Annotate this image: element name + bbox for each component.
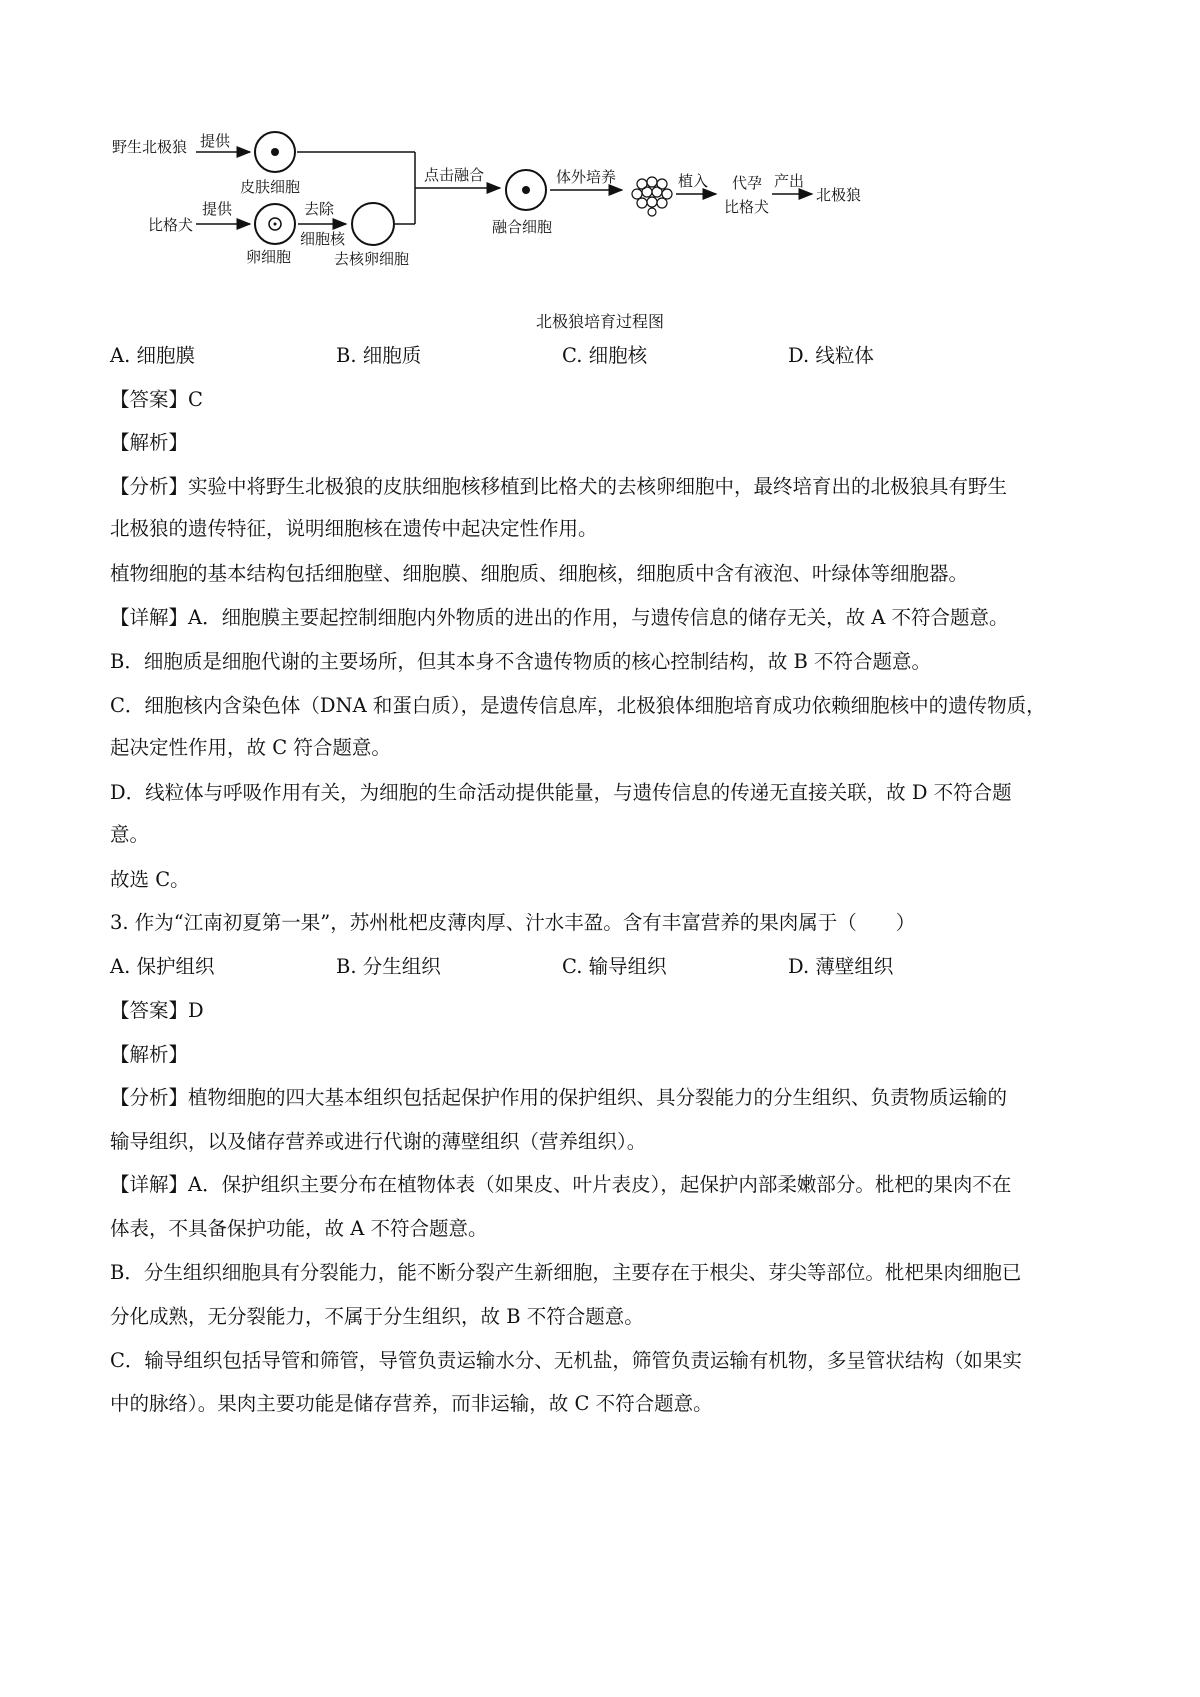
q3-line: 【分析】植物细胞的四大基本组织包括起保护作用的保护组织、具分裂能力的分生组织、负责物质运输的 (110, 1086, 1008, 1109)
q3-line: C．输导组织包括导管和筛管，导管负责运输水分、无机盐，筛管负责运输有机物，多呈管状结构（如果实 (110, 1349, 1022, 1372)
q3-answer: 【答案】D (110, 999, 204, 1022)
q2-line: B．细胞质是细胞代谢的主要场所，但其本身不含遗传物质的核心控制结构，故 B 不符合题意。 (110, 650, 932, 673)
enucleated-egg-icon (352, 203, 394, 245)
q2-option-b: B. 细胞质 (336, 344, 422, 367)
q3-option-d: D. 薄壁组织 (788, 955, 894, 978)
label-remove: 去除 (304, 200, 335, 218)
q2-line: 北极狼的遗传特征，说明细胞核在遗传中起决定性作用。 (110, 517, 598, 540)
label-enucleated-egg: 去核卵细胞 (334, 250, 410, 268)
label-arctic-wolf: 北极狼 (816, 186, 862, 204)
q3-stem: 3. 作为“江南初夏第一果”，苏州枇杷皮薄肉厚、汁水丰盈。含有丰富营养的果肉属于（ ） (110, 911, 916, 934)
q3-option-a: A. 保护组织 (110, 955, 215, 978)
label-skin-cell: 皮肤细胞 (240, 178, 301, 196)
label-wild-wolf: 野生北极狼 (112, 138, 188, 156)
q2-line: 【分析】实验中将野生北极狼的皮肤细胞核移植到比格犬的去核卵细胞中，最终培育出的北极狼具有野生 (110, 475, 1008, 498)
arctic-wolf-breeding-diagram (110, 122, 970, 294)
label-egg-cell: 卵细胞 (246, 248, 292, 266)
embryo-cluster-icon (632, 177, 672, 216)
q2-option-d: D. 线粒体 (788, 344, 874, 367)
q3-line: 体表，不具备保护功能，故 A 不符合题意。 (110, 1217, 488, 1240)
q3-line: 【详解】A．保护组织主要分布在植物体表（如果皮、叶片表皮），起保护内部柔嫩部分。枇杷的果肉不在 (110, 1173, 1012, 1196)
label-electro-fusion: 点击融合 (424, 166, 485, 184)
q3-option-b: B. 分生组织 (336, 955, 441, 978)
q3-line: 输导组织，以及储存营养或进行代谢的薄壁组织（营养组织）。 (110, 1130, 647, 1153)
q2-line: 故选 C。 (110, 868, 190, 891)
diagram-caption: 北极狼培育过程图 (535, 312, 664, 331)
label-beagle: 比格犬 (148, 216, 194, 234)
q3-line: 分化成熟，无分裂能力，不属于分生组织，故 B 不符合题意。 (110, 1305, 644, 1328)
q2-line: 【详解】A．细胞膜主要起控制细胞内外物质的进出的作用，与遗传信息的储存无关，故 A 不符合题意。 (110, 606, 1009, 629)
q3-line: 中的脉络）。果肉主要功能是储存营养，而非运输，故 C 不符合题意。 (110, 1392, 713, 1415)
fused-cell-icon (506, 170, 546, 210)
q3-option-c: C. 输导组织 (562, 955, 667, 978)
label-provide-2: 提供 (202, 200, 233, 218)
label-in-vitro: 体外培养 (556, 168, 617, 186)
label-surrogate-2: 比格犬 (724, 198, 770, 216)
q2-line: C．细胞核内含染色体（DNA 和蛋白质），是遗传信息库，北极狼体细胞培育成功依赖细胞核中的遗传物质， (110, 694, 1046, 717)
q2-line: 植物细胞的基本结构包括细胞壁、细胞膜、细胞质、细胞核，细胞质中含有液泡、叶绿体等细胞器。 (110, 562, 969, 585)
q2-line: 起决定性作用，故 C 符合题意。 (110, 736, 391, 759)
label-surrogate-1: 代孕 (732, 174, 763, 192)
label-implant: 植入 (678, 172, 709, 190)
q2-line: D．线粒体与呼吸作用有关，为细胞的生命活动提供能量，与遗传信息的传递无直接关联，故 D 不符合题 (110, 781, 1012, 804)
label-remove-nucleus: 细胞核 (300, 230, 346, 248)
q3-analysis-label: 【解析】 (110, 1043, 189, 1066)
q2-analysis-label: 【解析】 (110, 431, 189, 454)
label-provide-1: 提供 (200, 132, 231, 150)
q2-line: 意。 (110, 823, 150, 846)
label-fused-cell: 融合细胞 (492, 218, 553, 236)
egg-cell-icon (255, 204, 295, 244)
q3-line: B．分生组织细胞具有分裂能力，能不断分裂产生新细胞，主要存在于根尖、芽尖等部位。枇杷果肉细胞已 (110, 1261, 1022, 1284)
q2-option-c: C. 细胞核 (562, 344, 648, 367)
q2-option-a: A. 细胞膜 (110, 344, 195, 367)
skin-cell-icon (255, 132, 295, 172)
q2-answer: 【答案】C (110, 388, 203, 411)
label-produce: 产出 (774, 172, 805, 190)
